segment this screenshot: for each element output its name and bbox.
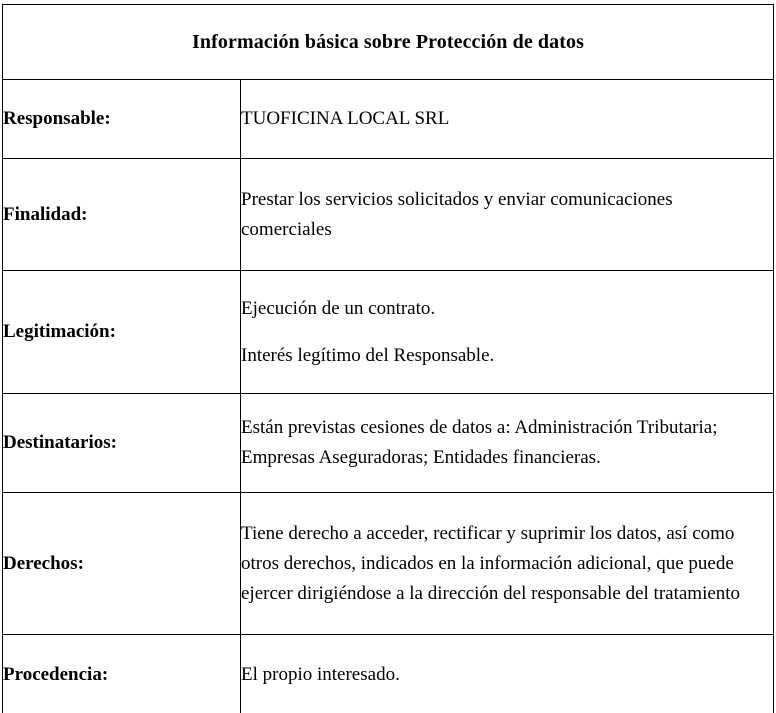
content-line: TUOFICINA LOCAL SRL bbox=[241, 108, 450, 129]
content-line: Tiene derecho a acceder, rectificar y suprimir los datos, así como bbox=[241, 522, 735, 544]
row-content-responsable bbox=[241, 80, 774, 159]
content-line: Interés legítimo del Responsable. bbox=[241, 344, 495, 366]
table-row bbox=[3, 493, 774, 635]
row-label-responsable: Responsable: bbox=[3, 80, 241, 159]
row-content-derechos bbox=[241, 493, 774, 635]
data-protection-table bbox=[2, 4, 774, 713]
table-row bbox=[3, 635, 774, 713]
table-row bbox=[3, 394, 774, 493]
content-line: Están previstas cesiones de datos a: Administración Tributaria; bbox=[241, 417, 718, 438]
row-label-procedencia: Procedencia: bbox=[3, 635, 241, 713]
content-line: Empresas Aseguradoras; Entidades financieras. bbox=[241, 447, 601, 468]
table-row bbox=[3, 271, 774, 394]
row-label-legitimacion: Legitimación: bbox=[3, 271, 241, 394]
content-line: ejercer dirigiéndose a la dirección del responsable del tratamiento bbox=[241, 582, 741, 604]
content-line: comerciales bbox=[241, 218, 332, 240]
row-content-finalidad bbox=[241, 159, 774, 271]
row-label-destinatarios: Destinatarios: bbox=[3, 394, 241, 493]
content-line: El propio interesado. bbox=[241, 663, 400, 685]
table-row bbox=[3, 159, 774, 271]
row-label-finalidad: Finalidad: bbox=[3, 159, 241, 271]
row-content-procedencia bbox=[241, 635, 774, 713]
content-line: Ejecución de un contrato. bbox=[241, 297, 436, 319]
table-title: Información básica sobre Protección de datos bbox=[3, 5, 774, 80]
table-header-row bbox=[3, 5, 774, 80]
row-label-derechos: Derechos: bbox=[3, 493, 241, 635]
content-line: Prestar los servicios solicitados y enviar comunicaciones bbox=[241, 188, 673, 210]
row-content-destinatarios bbox=[241, 394, 774, 493]
content-line: otros derechos, indicados en la información adicional, que puede bbox=[241, 552, 734, 574]
row-content-legitimacion bbox=[241, 271, 774, 394]
table-row bbox=[3, 80, 774, 159]
